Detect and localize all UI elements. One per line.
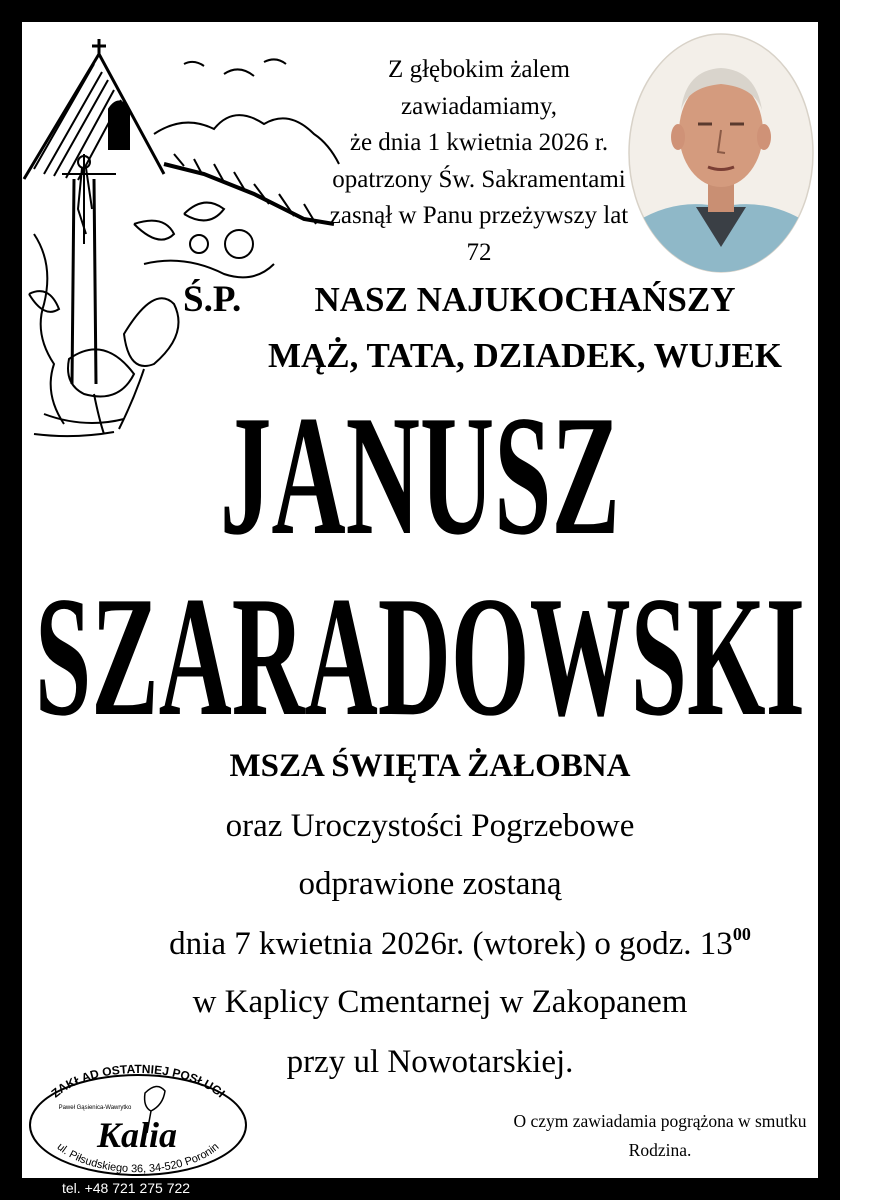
intro-line: Z głębokim żalem zawiadamiamy, [388, 56, 570, 120]
intro-text [318, 52, 640, 271]
logo-brand: Kalia [96, 1115, 178, 1155]
mass-title: MSZA ŚWIĘTA ŻAŁOBNA [229, 748, 631, 784]
mass-date-text: dnia 7 kwietnia 2026r. (wtorek) o godz. 13 [169, 926, 733, 962]
logo-header: ZAKŁAD OSTATNIEJ POSŁUGI [48, 1063, 228, 1101]
first-name-text: JANUSZ [220, 381, 620, 571]
mass-date-line [120, 924, 800, 963]
hour-minutes: 00 [732, 924, 751, 944]
mass-line: odprawione zostaną [298, 866, 562, 902]
mass-line: w Kaplicy Cmentarnej w Zakopanem [192, 984, 688, 1020]
logo-owner: Paweł Gąsienica-Wawrytko [58, 1105, 132, 1111]
intro-line: zasnął w Panu przeżywszy lat 72 [329, 202, 629, 266]
title-line-1: NASZ NAJUKOCHAŃSZY [314, 280, 736, 319]
intro-line: opatrzony Św. Sakramentami [332, 165, 626, 193]
deceased-first-name [190, 381, 650, 571]
sp-label: Ś.P. [183, 279, 242, 320]
funeral-home-phone: tel. +48 721 275 722 [62, 1180, 191, 1196]
funeral-home-logo [25, 1063, 250, 1178]
last-name-text: SZARADOWSKI [35, 562, 805, 752]
mass-line: przy ul Nowotarskiej. [286, 1044, 574, 1080]
deceased-last-name [30, 562, 826, 752]
signoff-line: O czym zawiadamia pogrążona w smutku [513, 1111, 807, 1131]
portrait-photo [626, 32, 816, 274]
intro-line: że dnia 1 kwietnia 2026 r. [349, 129, 609, 156]
mass-line: oraz Uroczystości Pogrzebowe [225, 808, 635, 844]
title-line-2: MĄŻ, TATA, DZIADEK, WUJEK [267, 336, 783, 375]
logo-address: ul. Piłsudskiego 36, 34-520 Poronin [54, 1140, 222, 1176]
signoff-family: Rodzina. [628, 1140, 692, 1160]
